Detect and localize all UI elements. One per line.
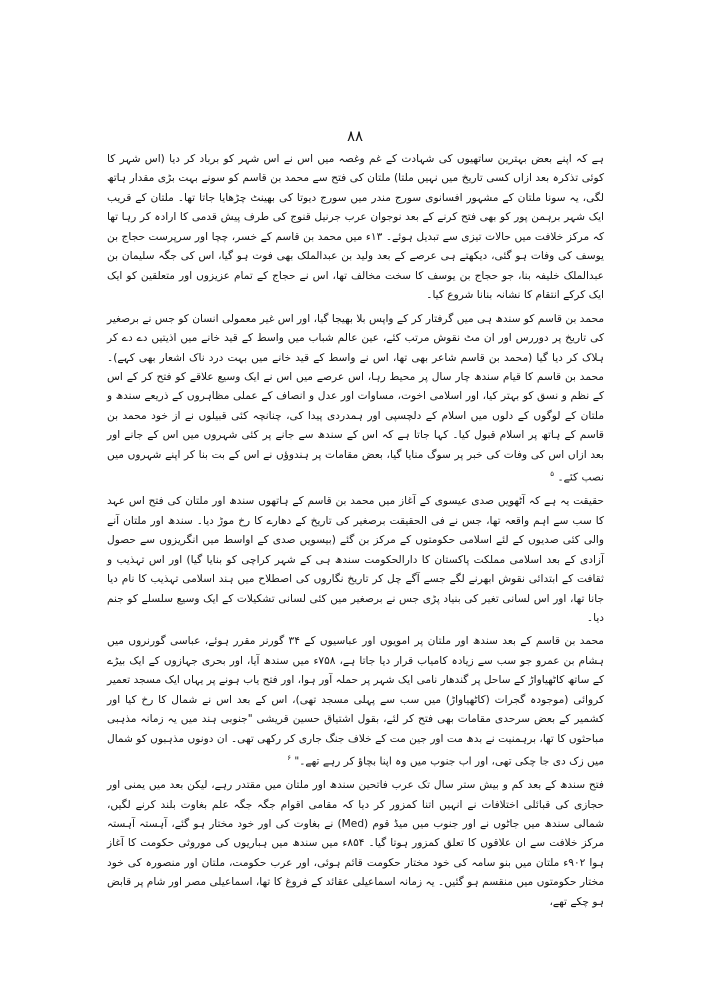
footnote-marker-6: ۶ (287, 754, 291, 763)
paragraph-2-text: محمد بن قاسم کو سندھ ہی میں گرفتار کر کے واپس بلا بھیجا گیا، اور اس غیر معمولی انسان کو جس نے برصغیر کی تاریخ پر دوررس اور ان مٹ نقوش مرتب کئے، عین عالم شباب میں واسط کے قید خانے میں اذیتیں دے دے کر ہلاک کر دیا گیا (محمد بن قاسم شاعر بھی تھا، اس نے واسط کے قید خانے میں بہت درد ناک اشعار بھی کہے)۔ محمد بن قاسم کا قیام سندھ چار سال پر محیط رہا، اس عرصے میں اس نے ایک وسیع علاقے کو فتح کر کے اس کے نظم و نسق کو بہتر کیا، اور اسلامی اخوت، مساوات اور عدل و انصاف کے عملی مظاہروں کے ذریعے سندھ و ملتان کے لوگوں کے دلوں میں اسلام کے دلچسپی اور ہمدردی پیدا کی، چنانچہ کئی قبیلوں نے از خود محمد بن قاسم کے ہاتھ پر اسلام قبول کیا۔ کہا جاتا ہے کہ اس کے سندھ سے جانے پر کئی شہروں میں اس کے جانے اور بعد ازاں اس کی وفات کی خبر پر سوگ منایا گیا، بعض مقامات پر ہندوؤں نے اس کے بت بنا کر اپنے شہروں میں نصب کئے۔ (107, 312, 604, 484)
paragraph-1 (107, 150, 604, 306)
paragraph-4 (107, 632, 604, 772)
paragraph-5-text: فتح سندھ کے بعد کم و بیش ستر سال تک عرب فاتحین سندھ اور ملتان میں مقتدر رہے، لیکن بعد میں یمنی اور حجازی کی قبائلی اختلافات نے انہیں اتنا کمزور کر دیا کہ مقامی اقوام جگہ جگہ علم بغاوت بلند کرنے لگیں، شمالی سندھ میں جاٹوں نے اور جنوب میں میڈ قوم (Med) نے بغاوت کی اور خود مختار ہو گئے، آہستہ آہستہ مرکز خلافت سے ان علاقوں کا تعلق کمزور ہوتا گیا۔ ۸۵۴ء میں سندھ میں ہباریوں کی موروثی حکومت کا آغاز ہوا ۹۰۲ء ملتان میں بنو سامہ کی خود مختار حکومت قائم ہوئی، اور عرب حکومت، ملتان اور منصورہ کی خود مختار حکومتوں میں منقسم ہو گئیں۔ یہ زمانہ اسماعیلی عقائد کے فروغ کا تھا، اسماعیلی مصر اور شام پر قابض ہو چکے تھے، (107, 779, 604, 908)
paragraph-2 (107, 310, 604, 489)
page-number: ۸۸ (346, 127, 364, 145)
footnote-marker-5: ۵ (550, 470, 555, 479)
paragraph-1-text: ہے کہ اپنے بعض بہترین ساتھیوں کی شہادت کے غم وغصہ میں اس نے اس شہر کو برباد کر دیا (اس شہر کا کوئی تذکرہ بعد ازاں کسی تاریخ میں نہیں ملتا) ملتان کی فتح سے محمد بن قاسم کو سونے بہت بڑی مقدار ہاتھ لگی، یہ سونا ملتان کے مشہور افسانوی سورج مندر میں سورج دیوتا کی بھینٹ چڑھایا جاتا تھا۔ ملتان کے قریب ایک شہر برہمن پور کو بھی فتح کرنے کے بعد نوجوان عرب جرنیل قنوج کی طرف پیش قدمی کا ارادہ کر رہا تھا کہ مرکز خلافت میں حالات تیزی سے تبدیل ہوئے۔ ۱۳ء میں محمد بن قاسم کے خسر، چچا اور سرپرست حجاج بن یوسف کی وفات ہو گئی، دیکھتے ہی عرصے کے بعد ولید بن عبدالملک بھی فوت ہو گیا، اس کی جگہ سلیمان بن عبدالملک خلیفہ بنا، جو حجاج بن یوسف کا سخت مخالف تھا، اس نے حجاج کے تمام عزیزوں اور متعلقین کو ایک ایک کرکے انتقام کا نشانہ بنانا شروع کیا۔ (107, 153, 605, 302)
paragraph-3-text: حقیقت یہ ہے کہ آٹھویں صدی عیسوی کے آغاز میں محمد بن قاسم کے ہاتھوں سندھ اور ملتان کی فتح اس عہد کا سب سے اہم واقعہ تھا، جس نے فی الحقیقت برصغیر کی تاریخ کے دھارے کا رخ موڑ دیا۔ سندھ اور ملتان آنے والی کئی صدیوں کے لئے اسلامی حکومتوں کے مرکز بن گئے (بیسویں صدی کے اواسط میں انگریزوں سے حصول آزادی کے بعد اسلامی مملکت پاکستان کا دارالحکومت سندھ ہی کے شہر کراچی کو بنایا گیا) اور اس تہذیب و ثقافت کے ابتدائی نقوش ابھرنے لگے جسے آگے چل کر تاریخ نگاروں کی اصطلاح میں ہند اسلامی تہذیب کا نام دیا جانا تھا، اور اس لسانی تغیر کی بنیاد پڑی جس نے برصغیر میں کئی لسانی تشکیلات کے ایک وسیع سلسلے کو جنم دیا۔ (107, 495, 604, 624)
paragraph-4-text: محمد بن قاسم کے بعد سندھ اور ملتان پر امویوں اور عباسیوں کے ۳۴ گورنر مقرر ہوئے، عباسی گورنروں میں ہشام بن عمرو جو سب سے زیادہ کامیاب قرار دیا جاتا ہے، ۷۵۸ء میں سندھ آیا، اور بحری جہازوں کے ایک بیڑے کے ساتھ کاٹھیاواڑ کے ساحل پر گندھار نامی ایک شہر پر حملہ آور ہوا، اور فتح یاب ہونے پر یہاں ایک مسجد تعمیر کروائی (موجودہ گجرات (کاٹھیاواڑ) میں سب سے پہلی مسجد تھی)، اس کے بعد اس نے شمال کا رخ کیا اور کشمیر کے بعض سرحدی مقامات بھی فتح کر لئے، بقول اشتیاق حسین قریشی "جنوبی ہند میں یہ زمانہ مذہبی مباحثوں کا تھا، برہمنیت نے بدھ مت اور جین مت کے خلاف جنگ جاری کر رکھی تھی۔ ان دونوں مذہبوں کو شمال میں زک دی جا چکی تھی، اور اب جنوب میں وہ اپنا بچاؤ کر رہے تھے۔" (107, 635, 604, 768)
paragraph-3 (107, 492, 604, 628)
body-text (107, 150, 604, 912)
paragraph-5 (107, 776, 604, 912)
